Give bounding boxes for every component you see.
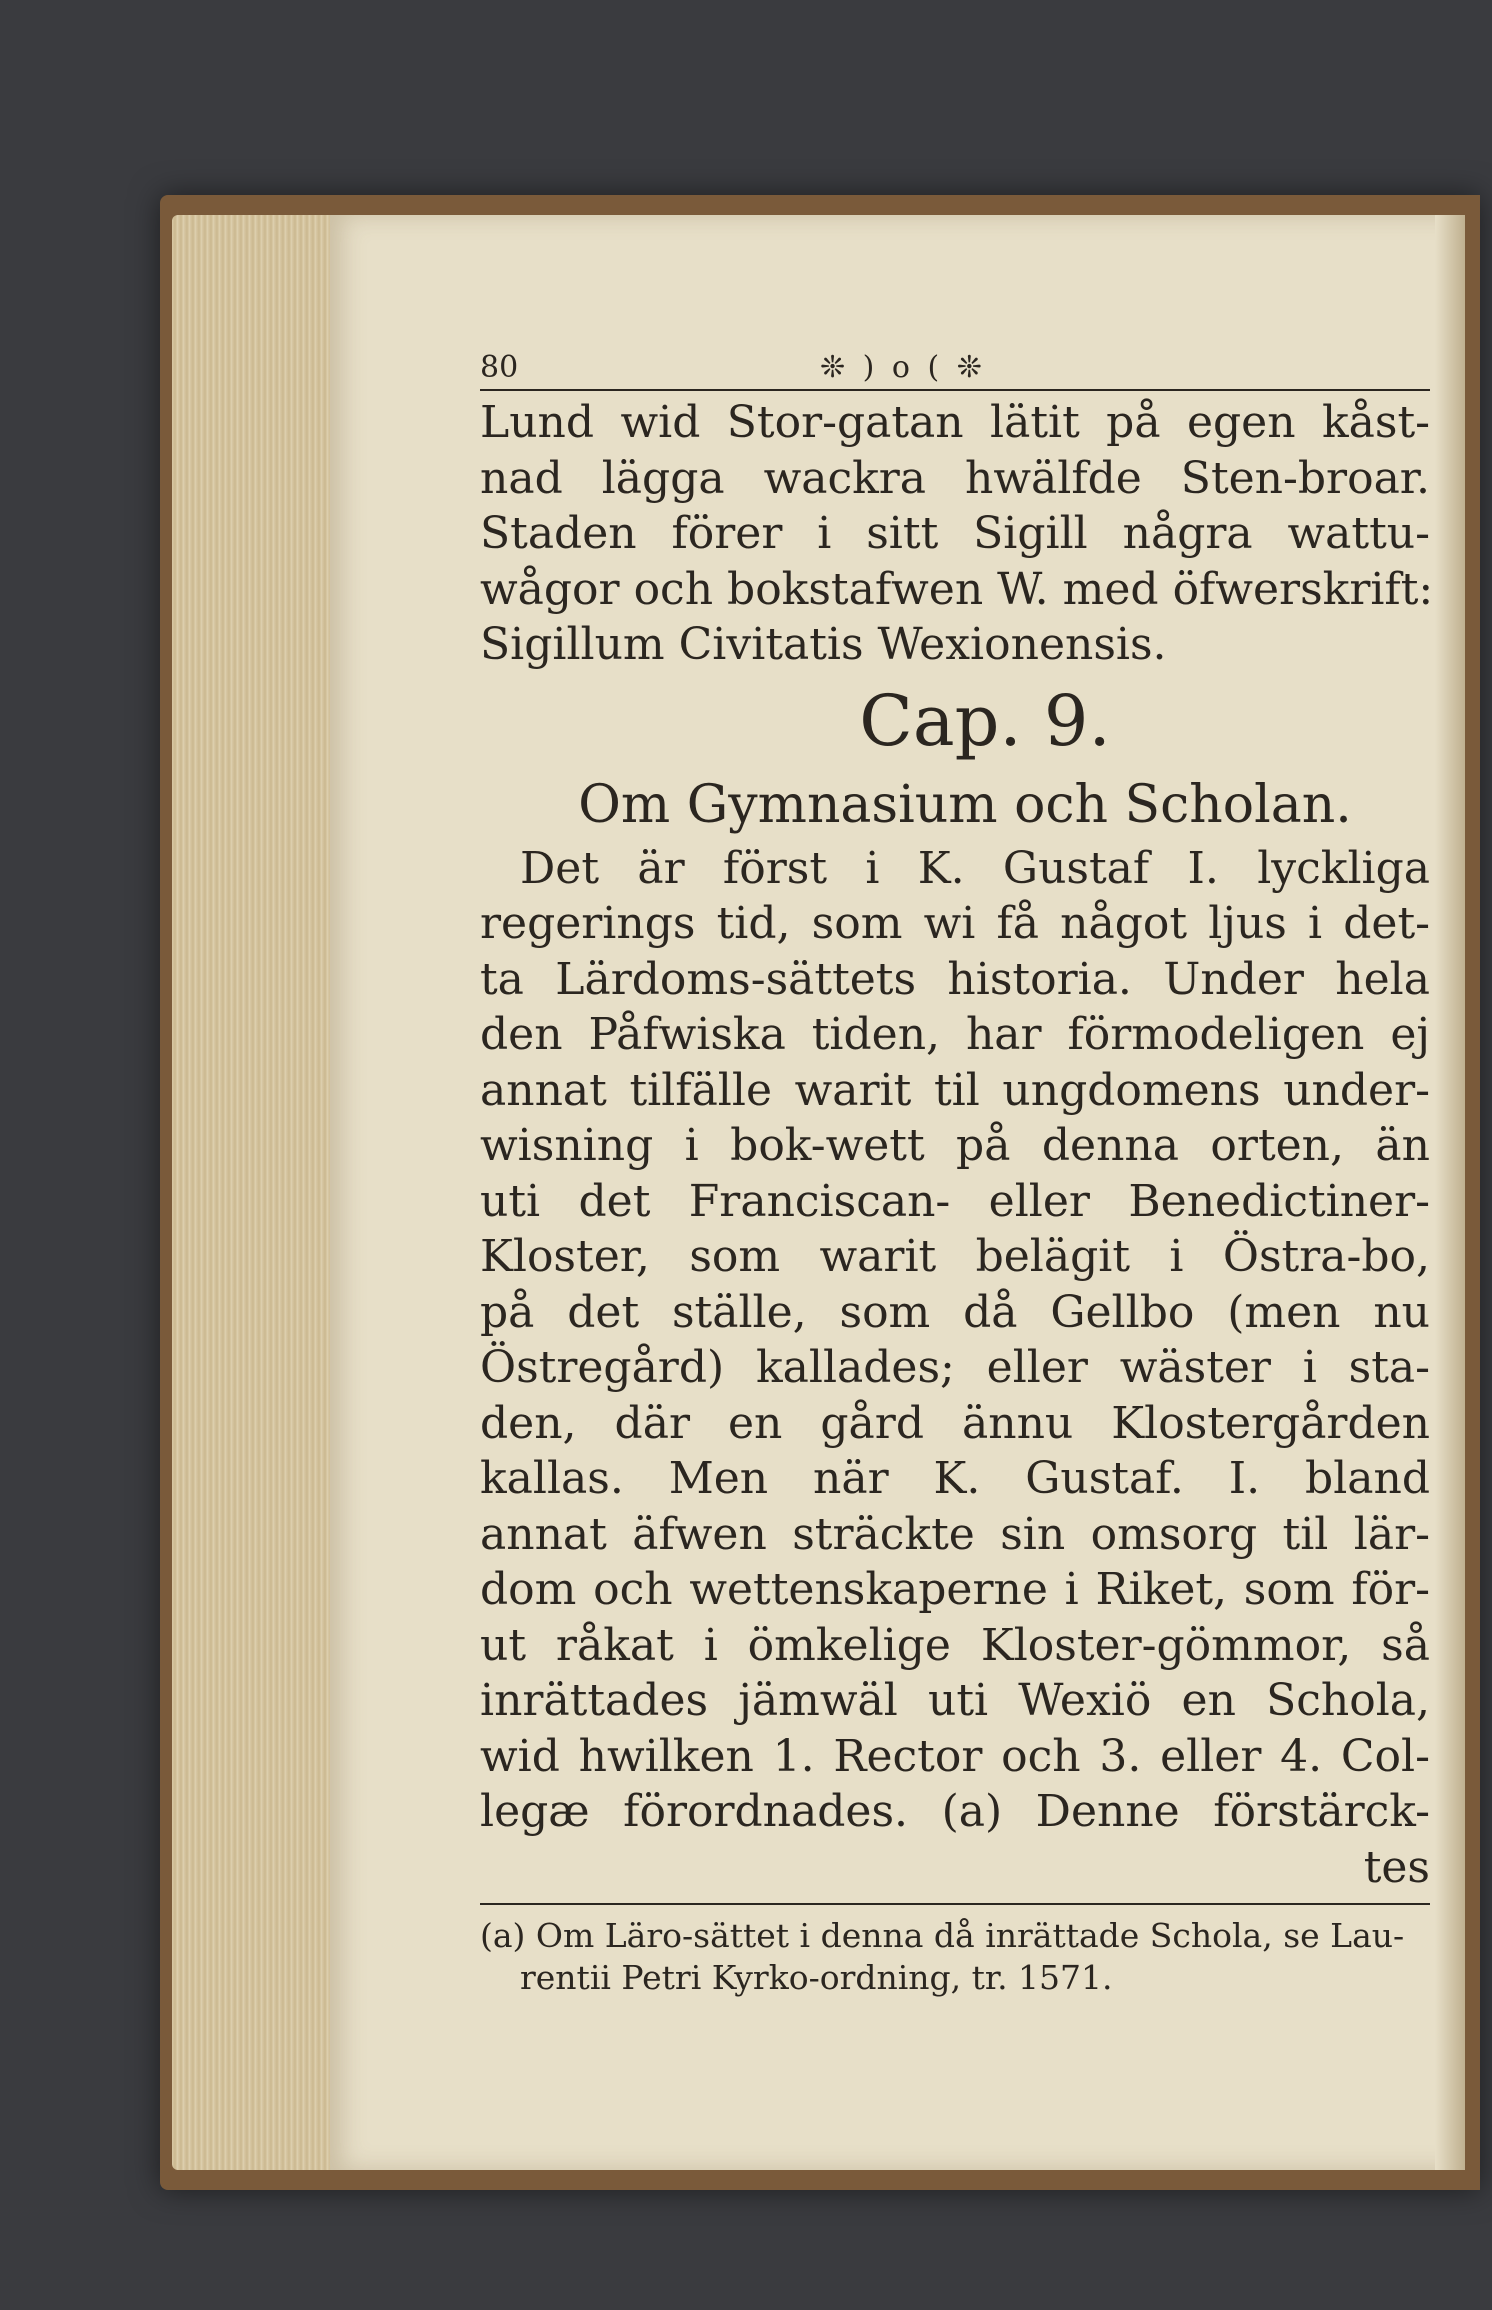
page-number: 80 <box>480 350 519 385</box>
text-line: Staden förer i sitt Sigill några wattu- <box>480 508 1430 559</box>
text-line: wisning i bok-wett på denna orten, än <box>480 1120 1430 1171</box>
text-line: Sigillum Civitatis Wexionensis. <box>480 619 1167 670</box>
text-line: ut råkat i ömkelige Kloster-gömmor, så <box>480 1619 1430 1671</box>
text-line: Lund wid Stor-gatan lätit på egen kåst- <box>480 397 1430 448</box>
catchword: tes <box>1363 1841 1430 1893</box>
text-line: annat äfwen sträckte sin omsorg til lär- <box>480 1508 1430 1560</box>
page-gutter <box>1435 215 1465 2170</box>
text-line: wid hwilken 1. Rector och 3. eller 4. Col- <box>480 1730 1430 1782</box>
text-line: Det är först i K. Gustaf I. lyckliga <box>520 842 1430 894</box>
footnote-line: (a) Om Läro-sättet i denna då inrättade Schola, se Lau- <box>480 1916 1405 1955</box>
header-ornament: ❊ ) o ( ❊ <box>820 350 986 385</box>
page-edges <box>172 215 342 2170</box>
text-line: annat tilfälle warit til ungdomens under- <box>480 1064 1430 1116</box>
text-line: dom och wettenskaperne i Riket, som för- <box>480 1564 1430 1615</box>
book-page <box>330 215 1465 2170</box>
footnote-rule <box>480 1903 1430 1915</box>
running-header <box>480 345 1430 391</box>
footnote <box>480 1915 1430 1999</box>
text-block <box>480 345 1434 1999</box>
text-line: ta Lärdoms-sättets historia. Under hela <box>480 953 1430 1005</box>
text-line: nad lägga wackra hwälfde Sten-broar. <box>480 452 1430 504</box>
footnote-line: rentii Petri Kyrko-ordning, tr. 1571. <box>520 1958 1113 1997</box>
text-line: kallas. Men när K. Gustaf. I. bland <box>480 1453 1430 1504</box>
paragraph-1 <box>480 395 1434 673</box>
text-line: Östregård) kallades; eller wäster i sta- <box>480 1342 1430 1393</box>
text-line: legæ förordnades. (a) Denne förstärck- <box>480 1786 1430 1837</box>
text-line: wågor och bokstafwen W. med öfwerskrift: <box>480 563 1434 615</box>
chapter-number: Cap. 9. <box>859 679 1111 762</box>
text-line: den Påfwiska tiden, har förmodeligen ej <box>480 1009 1430 1060</box>
text-line: Kloster, som warit belägit i Östra-bo, <box>480 1231 1430 1282</box>
text-line: den, där en gård ännu Klostergården <box>480 1397 1430 1449</box>
chapter-title: Om Gymnasium och Scholan. <box>578 774 1352 835</box>
text-line: regerings tid, som wi få något ljus i det- <box>480 898 1430 949</box>
paragraph-2 <box>480 841 1430 1840</box>
text-line: uti det Franciscan- eller Benedictiner- <box>480 1175 1430 1227</box>
text-line: inrättades jämwäl uti Wexiö en Schola, <box>480 1675 1430 1726</box>
text-line: på det ställe, som då Gellbo (men nu <box>480 1286 1430 1338</box>
